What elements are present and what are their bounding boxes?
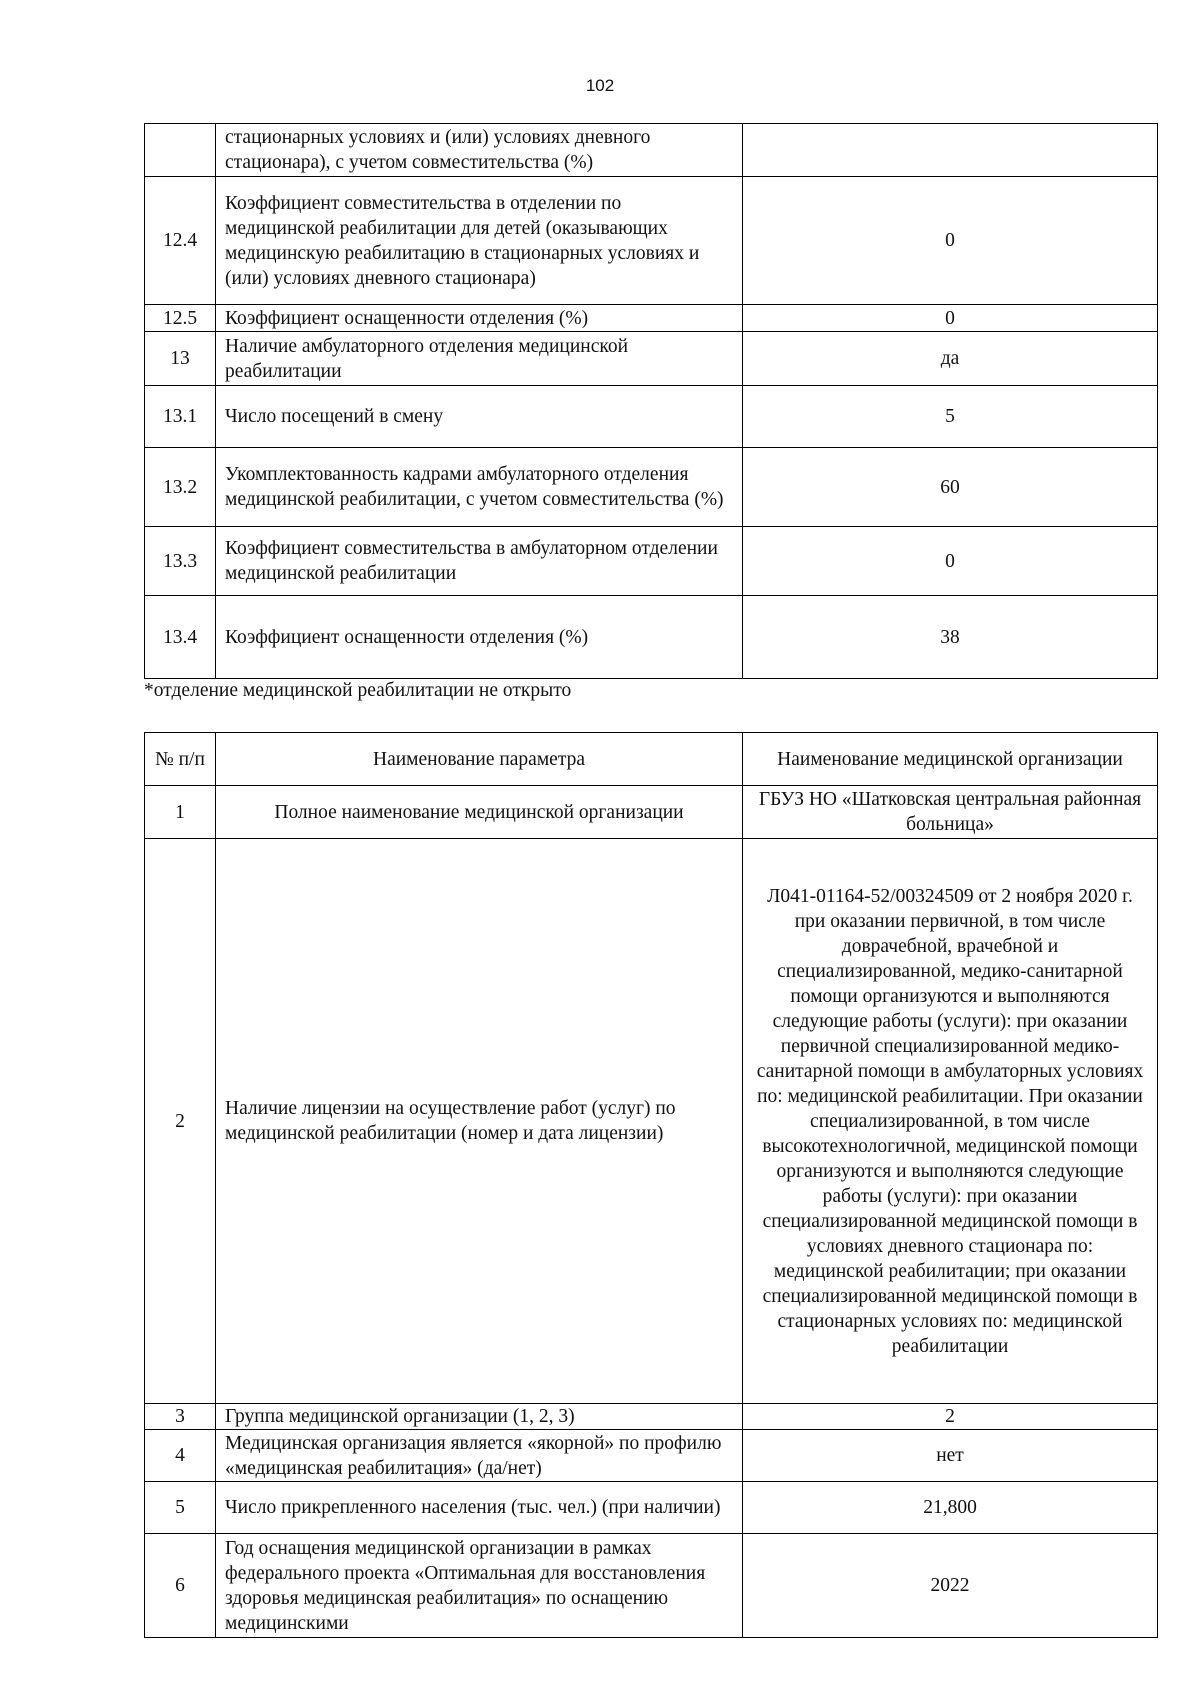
parameters-table-continued [144, 123, 1158, 679]
table-row [145, 1534, 1158, 1638]
parameter-name: Полное наименование медицинской организации [216, 786, 743, 839]
parameter-name: Наличие амбулаторного отделения медицинской реабилитации [216, 332, 743, 386]
table-row [145, 332, 1158, 386]
table-row [145, 386, 1158, 448]
column-header-organization: Наименование медицинской организации [743, 733, 1158, 786]
table-row [145, 448, 1158, 527]
table-row [145, 1482, 1158, 1534]
parameter-value: 0 [743, 305, 1158, 332]
row-number [145, 124, 216, 177]
table-row [145, 1430, 1158, 1482]
parameter-name: Группа медицинской организации (1, 2, 3) [216, 1404, 743, 1430]
parameter-value: Л041-01164-52/00324509 от 2 ноября 2020 г. при оказании первичной, в том числе доврачебной, врачебной и специализированной, медико-санитарной помощи организуются и выполняются следующие работы (услуги): при оказании первичной специализированной медико-санитарной помощи в амбулаторных условиях по: медицинской реабилитации. При оказании специализированной, в том числе высокотехнологичной, медицинской помощи организуются и выполняются следующие работы (услуги): при оказании специализированной медицинской помощи в условиях дневного стационара по: медицинской реабилитации; при оказании специализированной медицинской помощи в стационарных условиях по: медицинской реабилитации [743, 839, 1158, 1404]
parameter-value: 0 [743, 527, 1158, 596]
row-number: 4 [145, 1430, 216, 1482]
table-row [145, 305, 1158, 332]
parameter-name: Число посещений в смену [216, 386, 743, 448]
row-number: 12.5 [145, 305, 216, 332]
row-number: 13.4 [145, 596, 216, 679]
parameter-value: 38 [743, 596, 1158, 679]
row-number: 13.3 [145, 527, 216, 596]
row-number: 3 [145, 1404, 216, 1430]
row-number: 12.4 [145, 177, 216, 305]
parameter-value: да [743, 332, 1158, 386]
parameter-value: 60 [743, 448, 1158, 527]
parameter-value: 2022 [743, 1534, 1158, 1638]
row-number: 13 [145, 332, 216, 386]
parameter-name: Коэффициент оснащенности отделения (%) [216, 305, 743, 332]
parameter-name: Укомплектованность кадрами амбулаторного отделения медицинской реабилитации, с учетом совместительства (%) [216, 448, 743, 527]
column-header-parameter: Наименование параметра [216, 733, 743, 786]
column-header-number: № п/п [145, 733, 216, 786]
table-row [145, 596, 1158, 679]
row-number: 2 [145, 839, 216, 1404]
row-number: 1 [145, 786, 216, 839]
table-row [145, 1404, 1158, 1430]
parameter-value: ГБУЗ НО «Шатковская центральная районная больница» [743, 786, 1158, 839]
organization-table [144, 732, 1158, 1638]
parameter-value: нет [743, 1430, 1158, 1482]
table-row [145, 177, 1158, 305]
parameter-name: Год оснащения медицинской организации в рамках федерального проекта «Оптимальная для восстановления здоровья медицинская реабилитация» по оснащению медицинскими [216, 1534, 743, 1638]
parameter-name: Коэффициент оснащенности отделения (%) [216, 596, 743, 679]
row-number: 13.1 [145, 386, 216, 448]
row-number: 6 [145, 1534, 216, 1638]
parameter-value: 0 [743, 177, 1158, 305]
table-row [145, 786, 1158, 839]
table-row [145, 839, 1158, 1404]
parameter-name: Коэффициент совместительства в отделении по медицинской реабилитации для детей (оказывающих медицинскую реабилитацию в стационарных условиях и (или) условиях дневного стационара) [216, 177, 743, 305]
parameter-name: Медицинская организация является «якорной» по профилю «медицинская реабилитация» (да/нет) [216, 1430, 743, 1482]
parameter-name: стационарных условиях и (или) условиях дневного стационара), с учетом совместительства (%) [216, 124, 743, 177]
parameter-name: Наличие лицензии на осуществление работ (услуг) по медицинской реабилитации (номер и дата лицензии) [216, 839, 743, 1404]
parameter-value: 21,800 [743, 1482, 1158, 1534]
footnote: *отделение медицинской реабилитации не открыто [144, 680, 572, 701]
parameter-value [743, 124, 1158, 177]
parameter-value: 5 [743, 386, 1158, 448]
row-number: 5 [145, 1482, 216, 1534]
table-header-row [145, 733, 1158, 786]
page-number: 102 [585, 76, 615, 95]
parameter-name: Коэффициент совместительства в амбулаторном отделении медицинской реабилитации [216, 527, 743, 596]
table-row [145, 527, 1158, 596]
row-number: 13.2 [145, 448, 216, 527]
table-row [145, 124, 1158, 177]
parameter-value: 2 [743, 1404, 1158, 1430]
parameter-name: Число прикрепленного населения (тыс. чел.) (при наличии) [216, 1482, 743, 1534]
